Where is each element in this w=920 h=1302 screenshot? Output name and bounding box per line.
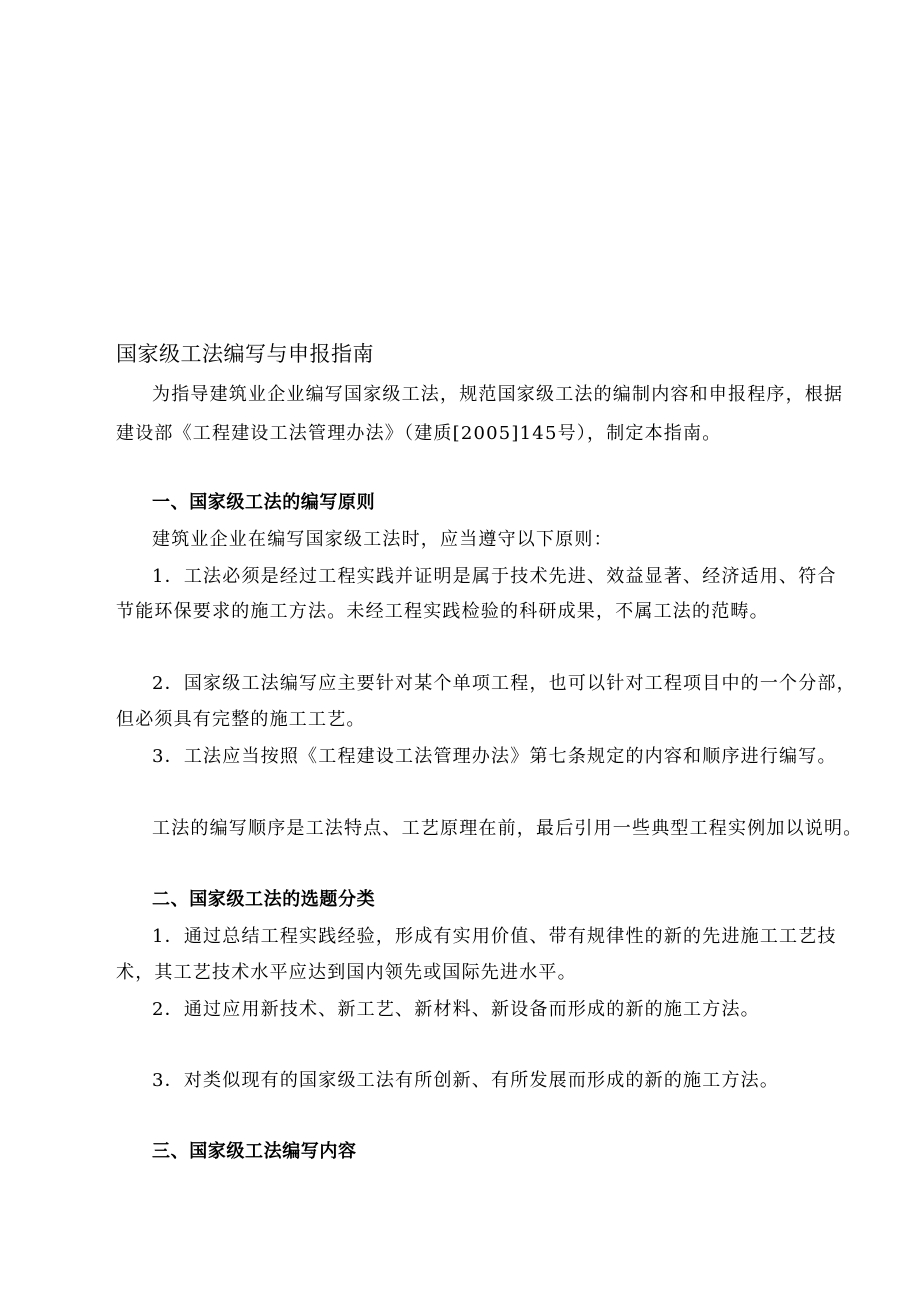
section-1-item-1-line-2: 节能环保要求的施工方法。未经工程实践检验的科研成果，不属工法的范畴。 [116, 601, 769, 622]
section-1-lead: 建筑业企业在编写国家级工法时，应当遵守以下原则： [152, 529, 613, 550]
section-2-item-2: 2．通过应用新技术、新工艺、新材料、新设备而形成的新的施工方法。 [152, 999, 760, 1020]
section-1-heading: 一、国家级工法的编写原则 [152, 492, 376, 513]
section-1-item-2-line-2: 但必须具有完整的施工工艺。 [116, 709, 366, 730]
section-1-item-3: 3．工法应当按照《工程建设工法管理办法》第七条规定的内容和顺序进行编写。 [152, 746, 837, 767]
section-2-item-1-line-1: 1．通过总结工程实践经验，形成有实用价值、带有规律性的新的先进施工工艺技 [152, 926, 837, 947]
section-1-note: 工法的编写顺序是工法特点、工艺原理在前，最后引用一些典型工程实例加以说明。 [152, 818, 863, 839]
section-2-heading: 二、国家级工法的选题分类 [152, 889, 376, 910]
section-1-item-2-line-1: 2．国家级工法编写应主要针对某个单项工程，也可以针对工程项目中的一个分部， [152, 673, 856, 694]
section-2-item-3: 3．对类似现有的国家级工法有所创新、有所发展而形成的新的施工方法。 [152, 1070, 780, 1091]
section-1-item-1-line-1: 1．工法必须是经过工程实践并证明是属于技术先进、效益显著、经济适用、符合 [152, 566, 837, 587]
section-2-item-1-line-2: 术，其工艺技术水平应达到国内领先或国际先进水平。 [116, 962, 577, 983]
intro-line-2: 建设部《工程建设工法管理办法》（建质[2005]145号），制定本指南。 [116, 423, 722, 444]
document-title: 国家级工法编写与申报指南 [116, 342, 374, 366]
intro-line-1: 为指导建筑业企业编写国家级工法，规范国家级工法的编制内容和申报程序，根据 [152, 384, 844, 405]
section-3-heading: 三、国家级工法编写内容 [152, 1141, 357, 1162]
